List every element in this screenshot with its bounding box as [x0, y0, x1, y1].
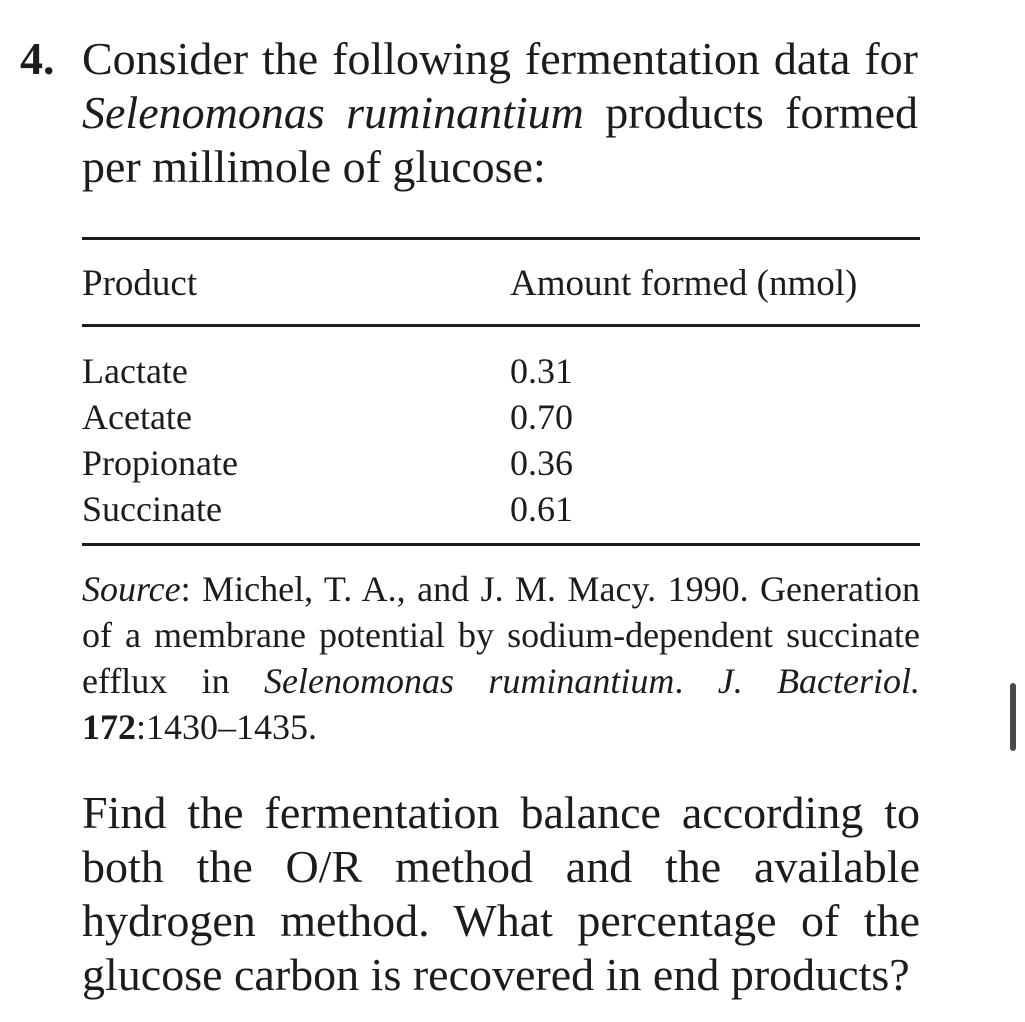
- amount-cell: 0.31: [510, 351, 573, 391]
- column-header-product: Product: [82, 263, 198, 304]
- intro-suffix: products formed per millimole of glucose:: [82, 87, 918, 192]
- column-header-amount: Amount formed (nmol): [510, 263, 858, 304]
- product-cell: Propionate: [82, 443, 238, 483]
- source-volume: 172: [82, 707, 136, 747]
- organism-name: Selenomonas ruminantium: [82, 87, 584, 138]
- intro-prefix: Consider the following fermentation data for: [82, 33, 918, 84]
- table-row: [82, 440, 920, 486]
- source-journal: J. Bacteriol.: [717, 661, 921, 701]
- product-cell: Acetate: [82, 397, 192, 437]
- table-row: [82, 486, 920, 532]
- product-cell: Succinate: [82, 489, 222, 529]
- amount-cell: 0.61: [510, 489, 573, 529]
- amount-cell: 0.70: [510, 397, 573, 437]
- source-authors: : Michel, T. A., and J. M. Macy. 1990. Generation of a membrane potential by sodium-dependent succinate efflux in: [82, 569, 920, 701]
- table-body: [82, 348, 920, 532]
- problem-intro: [82, 32, 918, 194]
- table-row: [82, 394, 920, 440]
- table-bottom-rule: [82, 543, 920, 546]
- amount-cell: 0.36: [510, 443, 573, 483]
- source-pages: :1430–1435.: [136, 707, 318, 747]
- scrollbar-thumb[interactable]: [1010, 683, 1016, 751]
- question-text: Find the fermentation balance according to both the O/R method and the available hydrogen method. What percentage of the glucose carbon is recovered in end products?: [82, 787, 920, 1000]
- problem-number: 4.: [20, 33, 55, 84]
- source-period: .: [674, 661, 684, 701]
- source-organism: Selenomonas ruminantium: [264, 661, 675, 701]
- source-citation: [82, 566, 920, 750]
- table-top-rule: [82, 237, 920, 240]
- product-cell: Lactate: [82, 351, 188, 391]
- source-label: Source: [82, 569, 181, 609]
- table-row: [82, 348, 920, 394]
- table-header-rule: [82, 324, 920, 327]
